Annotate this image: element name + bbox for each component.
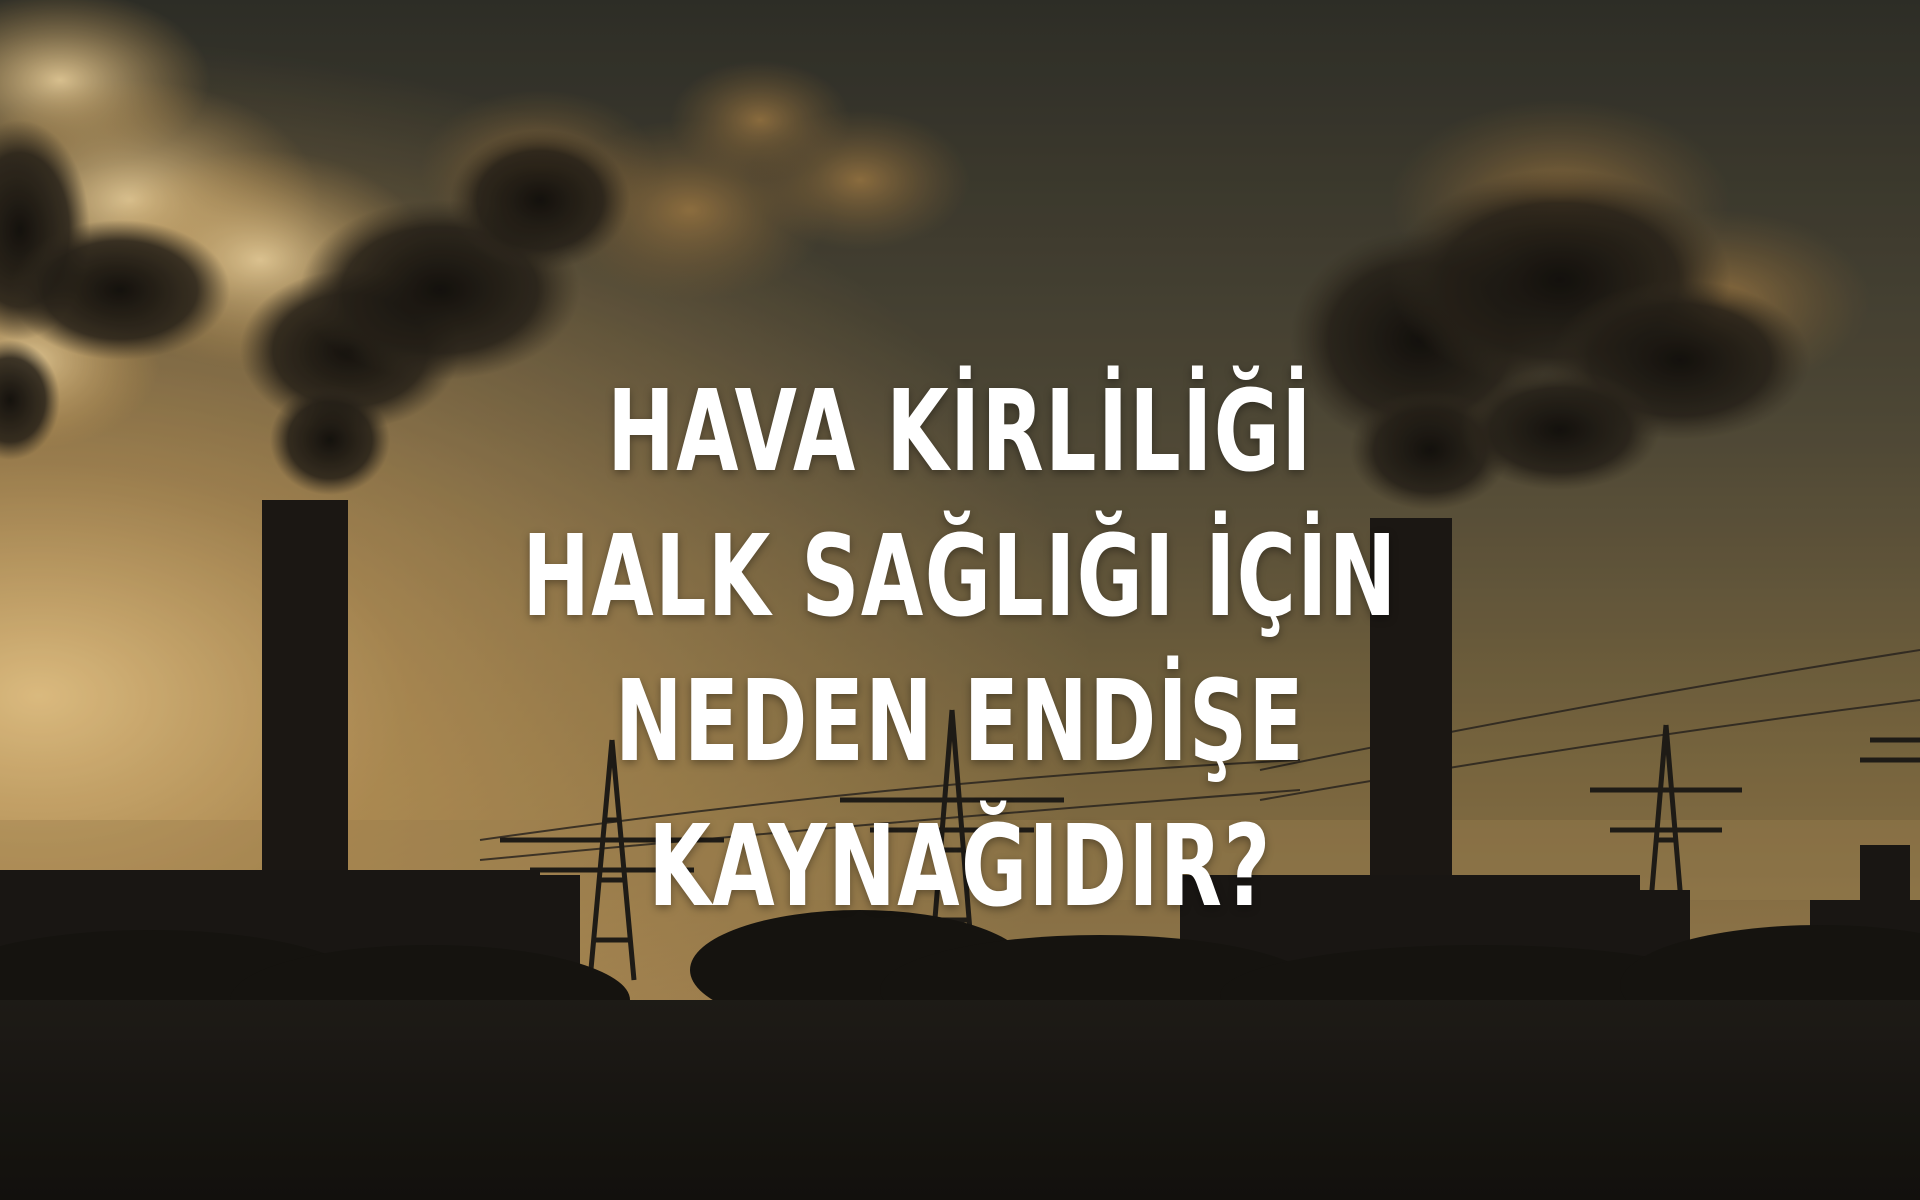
headline-line: HAVA KİRLİLİĞİ — [607, 367, 1313, 497]
headline-line: NEDEN ENDİŞE — [614, 657, 1306, 787]
headline-line: KAYNAĞIDIR? — [648, 802, 1272, 932]
headline — [0, 360, 1920, 940]
headline-line: HALK SAĞLIĞI İÇİN — [522, 512, 1398, 642]
